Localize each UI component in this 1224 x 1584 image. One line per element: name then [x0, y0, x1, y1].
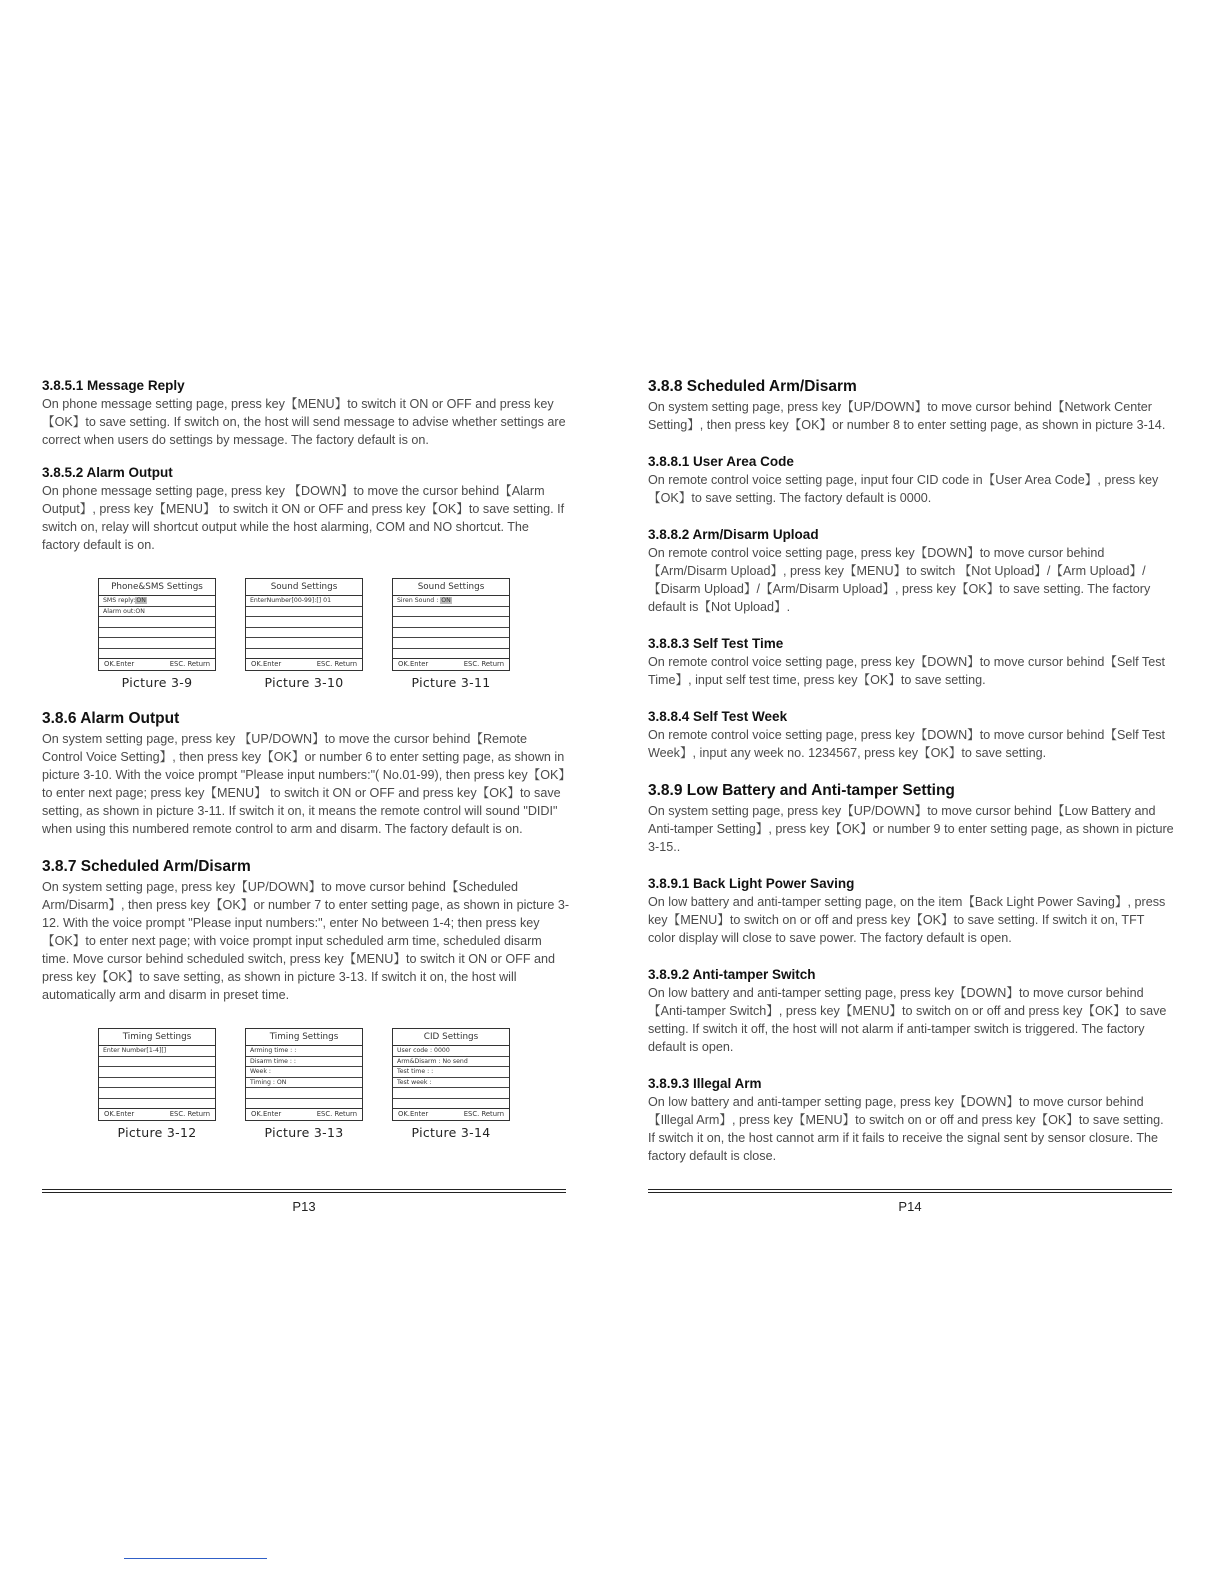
screen-row: Arming time : :	[246, 1046, 362, 1057]
text-3-8-8: On system setting page, press key【UP/DOWN】to move cursor behind【Network Center Setting】, then press key【OK】or number 8 to enter setting page, as shown in picture 3-14.	[648, 400, 1166, 432]
lcd-screen	[98, 1028, 216, 1121]
lcd-screen	[392, 578, 510, 671]
screen-title: Sound Settings	[246, 579, 362, 596]
screen-title: Phone&SMS Settings	[99, 579, 215, 596]
screen-row: Disarm time : :	[246, 1057, 362, 1068]
screen-row: Arm&Disarm : No send	[393, 1057, 509, 1068]
screen-row	[99, 628, 215, 639]
heading-3-8-9-2: 3.8.9.2 Anti-tamper Switch	[648, 967, 816, 982]
screen-row	[393, 617, 509, 628]
screen-row	[246, 638, 362, 649]
screen-footer: OK.Enter ESC. Return	[393, 658, 509, 670]
heading-3-8-8: 3.8.8 Scheduled Arm/Disarm	[648, 378, 857, 395]
screen-row: User code : 0000	[393, 1046, 509, 1057]
figure-caption: Picture 3-10	[264, 675, 344, 690]
screen-row	[99, 638, 215, 649]
heading-3-8-6: 3.8.6 Alarm Output	[42, 710, 180, 727]
screen-row: Alarm out:ON	[99, 607, 215, 618]
text-3-8-5-1: On phone message setting page, press key【MENU】to switch it ON or OFF and press key【OK】to save setting. If switch on, the host will send message to advise whether settings are correct when users do settings by message. The factory default is on.	[42, 397, 566, 447]
screen-footer: OK.Enter ESC. Return	[246, 1108, 362, 1120]
heading-3-8-8-3: 3.8.8.3 Self Test Time	[648, 636, 784, 651]
bottom-underline	[124, 1558, 267, 1559]
figure-picture-3-11	[392, 578, 510, 690]
heading-3-8-5-2: 3.8.5.2 Alarm Output	[42, 465, 173, 480]
page-number-right: P14	[898, 1199, 922, 1214]
screen-row	[99, 1088, 215, 1099]
screen-row	[393, 1088, 509, 1099]
lcd-screen	[98, 578, 216, 671]
figure-picture-3-9	[98, 578, 216, 690]
figure-caption: Picture 3-12	[117, 1125, 197, 1140]
screen-row	[246, 628, 362, 639]
text-3-8-9-1: On low battery and anti-tamper setting page, on the item【Back Light Power Saving】, press key【MENU】to switch on or off and press key【OK】to save setting. If switch it on, TFT color display will close to save power. The factory default is open.	[648, 895, 1166, 945]
figure-row-1	[98, 578, 570, 690]
heading-3-8-5-1: 3.8.5.1 Message Reply	[42, 378, 185, 393]
screen-row	[99, 1078, 215, 1089]
text-3-8-6: On system setting page, press key 【UP/DOWN】to move the cursor behind【Remote Control Voice Setting】, then press key【OK】or number 6 to enter setting page, as shown in picture 3-10. With the voice prompt "Please input numbers:"( No.01-99), then press key【OK】to enter next page; press key【MENU】 to switch it ON or OFF and press key【OK】to save setting, as shown in picture 3-11. If switch it on, it means the remote control will sound "DIDI" when using this numbered remote control to arm and disarm. The factory default is on.	[42, 732, 565, 836]
figure-picture-3-12	[98, 1028, 216, 1140]
screen-row: Timing : ON	[246, 1078, 362, 1089]
screen-row	[246, 1088, 362, 1099]
left-page	[42, 376, 570, 1140]
text-3-8-8-1: On remote control voice setting page, input four CID code in【User Area Code】, press key【OK】to save setting. The factory default is 0000.	[648, 473, 1159, 505]
text-3-8-9-3: On low battery and anti-tamper setting page, press key【DOWN】to move cursor behind【Illegal Arm】, press key【MENU】to switch on or off and press key【OK】to save setting. If switch it on, the host cannot arm if it fails to receive the signal sent by sensor closure. The factory default is close.	[648, 1095, 1164, 1163]
heading-3-8-8-1: 3.8.8.1 User Area Code	[648, 454, 794, 469]
text-3-8-5-2: On phone message setting page, press key 【DOWN】to move the cursor behind【Alarm Output】, press key【MENU】 to switch it ON or OFF and press key【OK】to save setting. If switch on, relay will shortcut output while the host alarming, COM and NO shortcut. The factory default is on.	[42, 484, 565, 552]
text-3-8-8-3: On remote control voice setting page, press key【DOWN】to move cursor behind【Self Test Time】, input self test time, press key【OK】to save setting.	[648, 655, 1166, 687]
screen-title: CID Settings	[393, 1029, 509, 1046]
text-3-8-7: On system setting page, press key【UP/DOWN】to move cursor behind【Scheduled Arm/Disarm】, then press key【OK】or number 7 to enter setting page, as shown in picture 3-12. With the voice prompt "Please input numbers:", enter No between 1-4; then press key【OK】to enter next page; with voice prompt input scheduled arm time, scheduled disarm time. Move cursor behind scheduled switch, press key【MENU】to switch it ON or OFF and press key【OK】to save setting, as shown in picture 3-13. If switch it on, the host will automatically arm and disarm in preset time.	[42, 880, 570, 1002]
screen-title: Sound Settings	[393, 579, 509, 596]
heading-3-8-9: 3.8.9 Low Battery and Anti-tamper Setting	[648, 782, 955, 799]
heading-3-8-7: 3.8.7 Scheduled Arm/Disarm	[42, 858, 251, 875]
figure-row-2	[98, 1028, 570, 1140]
text-3-8-9-2: On low battery and anti-tamper setting page, press key【DOWN】to move cursor behind【Anti-tamper Switch】, press key【MENU】to switch on or off and press key【OK】to save setting. If switch it off, the host will not alarm if anti-tamper switch is triggered. The factory default is open.	[648, 986, 1167, 1054]
screen-row	[393, 607, 509, 618]
screen-row	[99, 1057, 215, 1068]
footer-rule	[648, 1192, 1172, 1193]
figure-picture-3-14	[392, 1028, 510, 1140]
screen-row: EnterNumber[00-99]:[] 01	[246, 596, 362, 607]
page-number-left: P13	[292, 1199, 316, 1214]
screen-title: Timing Settings	[99, 1029, 215, 1046]
figure-caption: Picture 3-11	[411, 675, 491, 690]
screen-row: Test week :	[393, 1078, 509, 1089]
footer-rule	[648, 1189, 1172, 1190]
footer-rule	[42, 1189, 566, 1190]
figure-picture-3-13	[245, 1028, 363, 1140]
highlight-value: ON	[441, 597, 451, 604]
heading-3-8-9-1: 3.8.9.1 Back Light Power Saving	[648, 876, 855, 891]
lcd-screen	[392, 1028, 510, 1121]
text-3-8-8-2: On remote control voice setting page, press key【DOWN】to move cursor behind【Arm/Disarm Upload】, press key【MENU】to switch 【Not Upload】/【Arm Upload】/【Disarm Upload】/【Arm/Disarm Upload】, press key【OK】to save setting. The factory default is【Not Upload】.	[648, 546, 1151, 614]
screen-title: Timing Settings	[246, 1029, 362, 1046]
lcd-screen	[245, 578, 363, 671]
text-3-8-8-4: On remote control voice setting page, press key【DOWN】to move cursor behind【Self Test Week】, input any week no. 1234567, press key【OK】to save setting.	[648, 728, 1166, 760]
highlight-value: ON	[136, 597, 146, 604]
figure-caption: Picture 3-14	[411, 1125, 491, 1140]
heading-3-8-8-2: 3.8.8.2 Arm/Disarm Upload	[648, 527, 819, 542]
screen-row	[393, 628, 509, 639]
heading-3-8-8-4: 3.8.8.4 Self Test Week	[648, 709, 788, 724]
screen-footer: OK.Enter ESC. Return	[99, 1108, 215, 1120]
screen-row: SMS reply:ON	[99, 596, 215, 607]
screen-row: Siren Sound : ON	[393, 596, 509, 607]
lcd-screen	[245, 1028, 363, 1121]
screen-row	[246, 607, 362, 618]
screen-footer: OK.Enter ESC. Return	[99, 658, 215, 670]
screen-row: Test time : :	[393, 1067, 509, 1078]
right-page	[648, 376, 1174, 1165]
figure-caption: Picture 3-9	[121, 675, 193, 690]
figure-caption: Picture 3-13	[264, 1125, 344, 1140]
screen-footer: OK.Enter ESC. Return	[246, 658, 362, 670]
screen-row	[99, 1067, 215, 1078]
screen-footer: OK.Enter ESC. Return	[393, 1108, 509, 1120]
screen-row: Enter Number[1-4][]	[99, 1046, 215, 1057]
screen-row	[99, 617, 215, 628]
screen-row	[246, 617, 362, 628]
screen-row: Week :	[246, 1067, 362, 1078]
footer-rule	[42, 1192, 566, 1193]
screen-row	[393, 638, 509, 649]
text-3-8-9: On system setting page, press key【UP/DOWN】to move cursor behind【Low Battery and Anti-tamper Setting】, press key【OK】or number 9 to enter setting page, as shown in picture 3-15..	[648, 804, 1174, 854]
heading-3-8-9-3: 3.8.9.3 Illegal Arm	[648, 1076, 762, 1091]
figure-picture-3-10	[245, 578, 363, 690]
